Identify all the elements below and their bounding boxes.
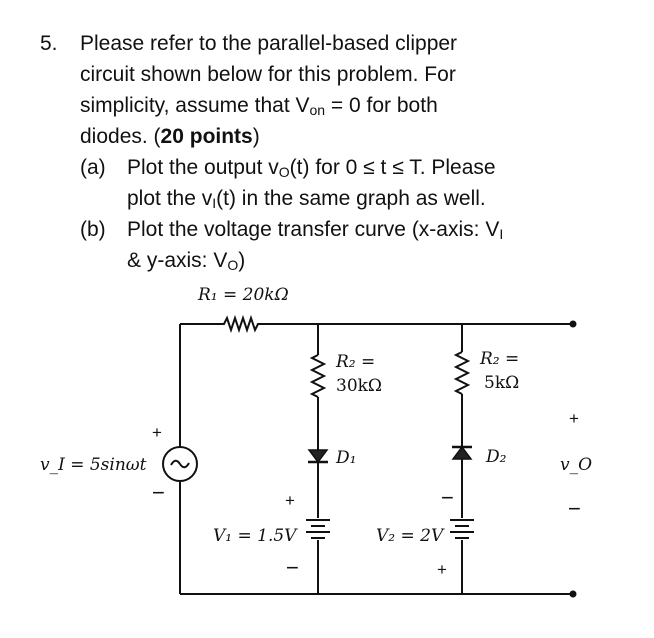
vo-minus: − [568,496,581,521]
part-b-l1-prefix: Plot the voltage transfer curve (x-axis: V [127,218,500,241]
v2-battery-icon [450,520,474,538]
v1-label: V₁ = 1.5V [213,526,297,546]
points-text: 20 points [160,125,253,148]
v2-minus: − [441,485,454,510]
source-plus: + [152,423,162,442]
r2a-label-1: R₂ = [336,352,376,372]
d1-label: D₁ [336,448,357,468]
d2-diode-icon [452,447,472,459]
intro-line-2: circuit shown below for this problem. For [80,63,456,86]
part-a-l2-sub: I [212,195,217,211]
v2-label: V₂ = 2V [376,526,444,546]
v1-minus: − [286,555,299,580]
part-b-label: (b) [80,218,106,241]
line3-suffix: = 0 for both [325,94,438,117]
vo-label: v_O [560,455,593,475]
part-a-l1-sub: O [278,164,290,180]
v1-plus: + [285,491,295,510]
part-a-l2-suffix: (t) in the same graph as well. [216,187,486,210]
part-b-l1-sub: I [499,226,504,242]
line4-suffix: ) [252,125,260,148]
output-terminal-top [570,321,577,328]
part-b-l2-sub: O [227,257,239,273]
problem-number: 5. [40,32,58,55]
intro-line-1: Please refer to the parallel-based clipper [80,32,458,55]
r2b-resistor [456,352,468,394]
v1-battery-icon [306,520,330,538]
part-b-l2-suffix: ) [238,249,246,272]
r2a-label-2: 30kΩ [336,376,383,396]
r2a-resistor [312,355,324,397]
ac-source-icon [163,447,197,481]
r2b-label-1: R₂ = [480,349,520,369]
part-a-l2-prefix: plot the v [127,187,213,210]
part-a-l1-prefix: Plot the output v [127,156,279,179]
v2-plus: + [437,560,447,579]
source-minus: − [152,480,165,505]
r1-label: R₁ = 20kΩ [198,285,289,305]
r2b-label-2: 5kΩ [484,373,520,393]
von-subscript: on [309,102,326,118]
part-b-l2-prefix: & y-axis: V [127,249,228,272]
top-wire [180,318,573,330]
source-label: v_I = 5sinωt [40,455,147,475]
d1-diode-icon [308,450,328,462]
line4-prefix: diodes. ( [80,125,161,148]
d2-label: D₂ [486,447,507,467]
part-a-l1-suffix: (t) for 0 ≤ t ≤ T. Please [289,156,496,179]
output-terminal-bottom [570,591,577,598]
line3-prefix: simplicity, assume that V [80,94,310,117]
part-a-label: (a) [80,156,106,179]
vo-plus: + [569,409,579,428]
